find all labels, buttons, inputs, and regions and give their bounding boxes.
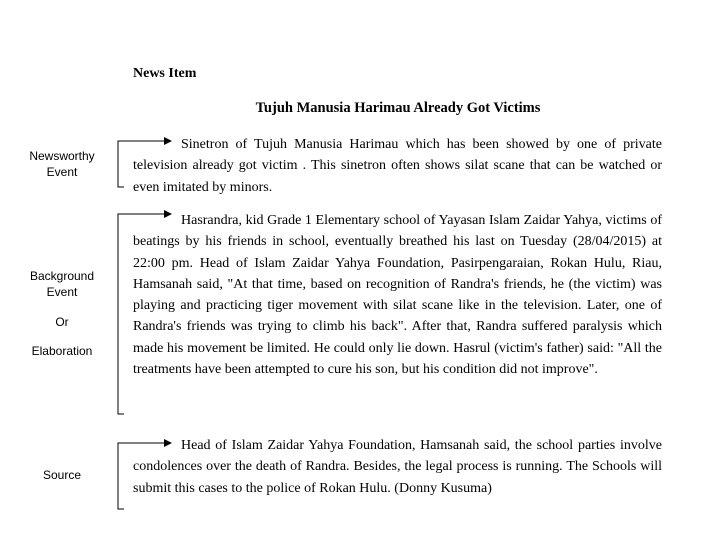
article-title: Tujuh Manusia Harimau Already Got Victims <box>255 100 541 116</box>
label-newsworthy-event: Newsworthy Event <box>29 149 95 179</box>
section-heading: News Item <box>133 66 197 81</box>
label-source: Source <box>42 468 82 482</box>
label-background-event: Background Event <box>29 269 95 299</box>
paragraph-background-event: Hasrandra, kid Grade 1 Elementary school of Yayasan Islam Zaidar Yahya, victims of beatings by his friends in school, eventually breathed his last on Tuesday (28/04/2015) at 22:00 pm. Head of Islam Zaidar Yahya Foundation, Pasirpengaraian, Rokan Hulu, Riau, Hamsanah said, "At that time, based on recognition of Randra's friends, he (the victim) was playing and practicing tiger movement with silat scane like in the television. Later, one of Randra's friends was trying to climb his back". After that, Randra suffered paralysis which made his movement be limited. He could only lie down. Hasrul (victim's father) said: "All the treatments have been attempted to cure his son, but his condition did not improve". <box>133 213 662 378</box>
paragraph-newsworthy-event: Sinetron of Tujuh Manusia Harimau which has been showed by one of private television already got victim . This sinetron often shows silat scane that can be watched or even imitated by minors. <box>133 137 662 195</box>
paragraph-source: Head of Islam Zaidar Yahya Foundation, Hamsanah said, the school parties involve condolences over the death of Randra. Besides, the legal process is running. The Schools will submit this cases to the police of Rokan Hulu. (Donny Kusuma) <box>133 438 662 496</box>
label-or: Or <box>55 315 69 329</box>
label-elaboration: Elaboration <box>31 344 93 358</box>
